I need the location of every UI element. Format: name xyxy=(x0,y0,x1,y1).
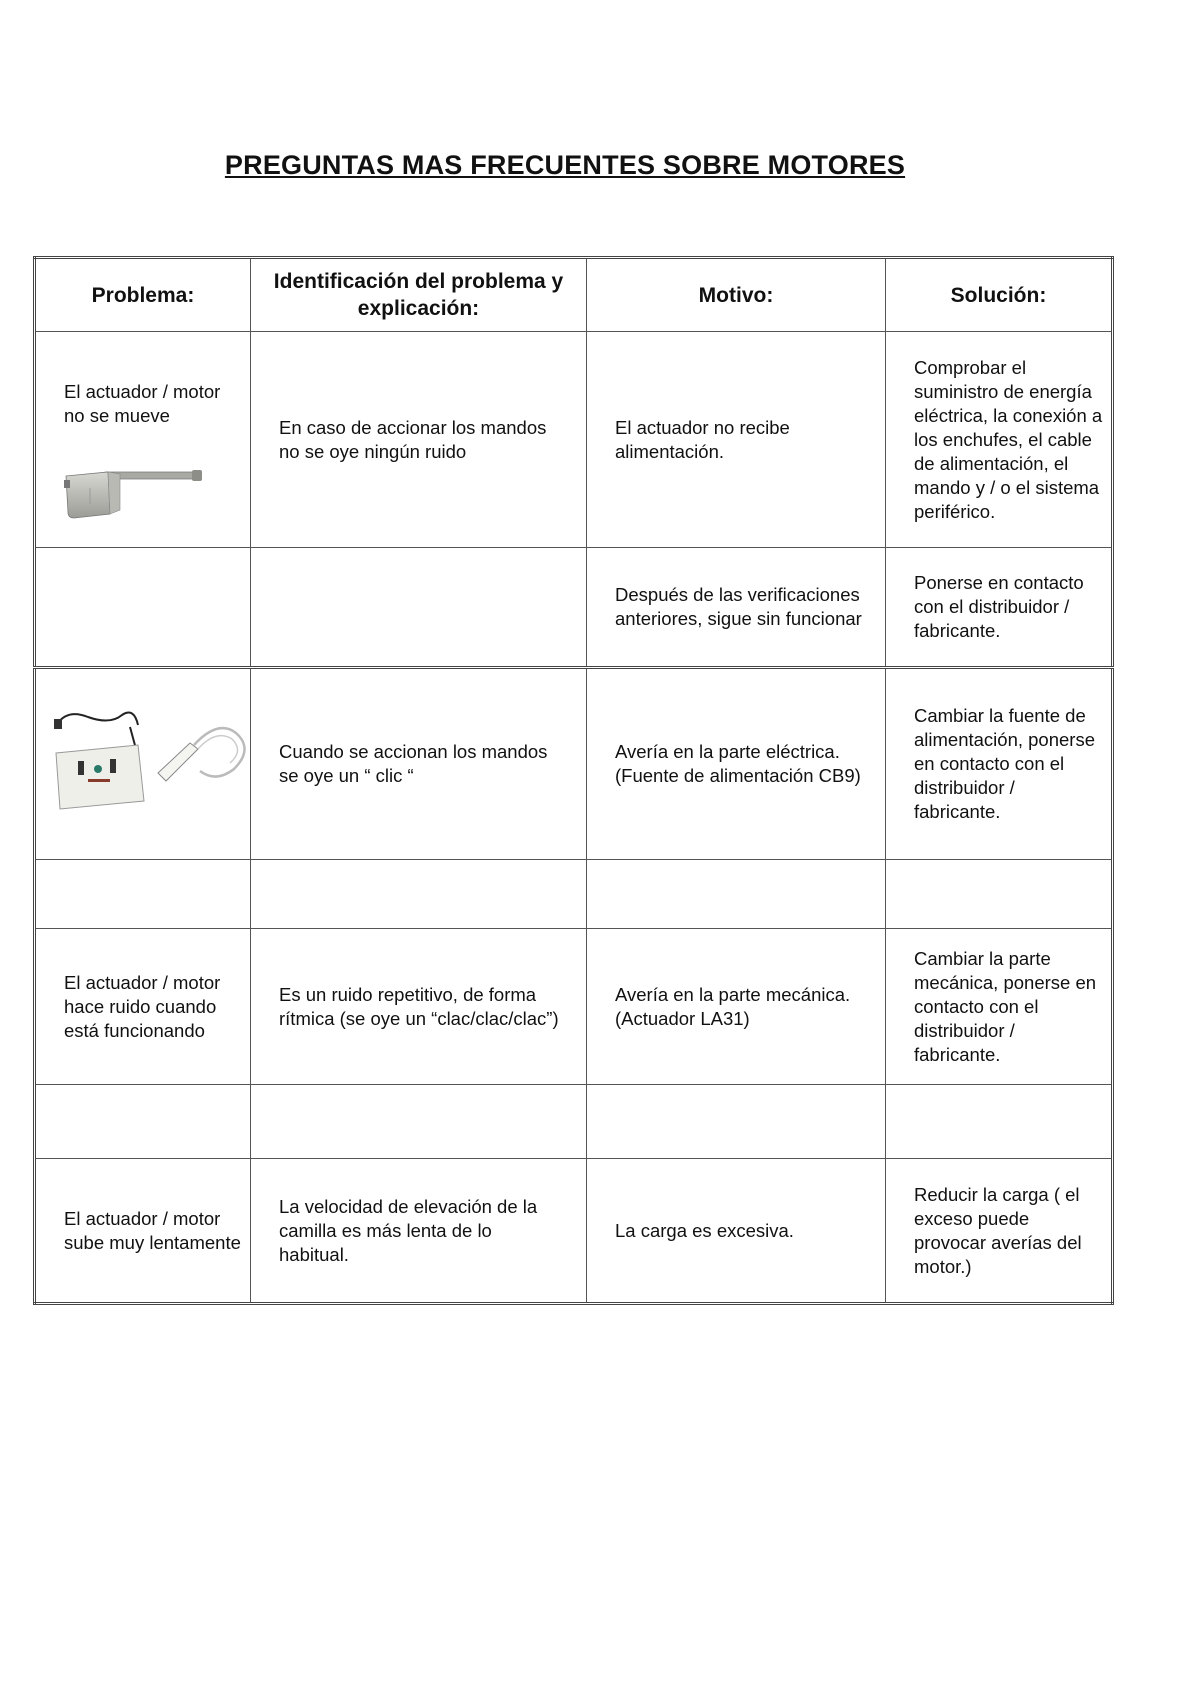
header-motivo: Motivo: xyxy=(587,258,886,332)
identification-cell: Es un ruido repetitivo, de forma rítmica (se oye un “clac/clac/clac”) xyxy=(251,929,587,1085)
identification-cell xyxy=(251,860,587,929)
identification-cell: Cuando se accionan los mandos se oye un “ clic “ xyxy=(251,668,587,860)
faq-table xyxy=(33,256,1114,1305)
table-row xyxy=(35,929,1113,1085)
header-solucion: Solución: xyxy=(886,258,1113,332)
linear-actuator-icon xyxy=(64,462,214,522)
reason-cell xyxy=(587,860,886,929)
table-row xyxy=(35,1159,1113,1304)
table-row xyxy=(35,668,1113,860)
problem-text: El actuador / motor no se mueve xyxy=(64,381,221,426)
solution-cell xyxy=(886,860,1113,929)
reason-cell: Avería en la parte eléctrica. (Fuente de alimentación CB9) xyxy=(587,668,886,860)
page-title: PREGUNTAS MAS FRECUENTES SOBRE MOTORES xyxy=(224,150,906,180)
problem-cell xyxy=(35,548,251,668)
problem-cell xyxy=(35,860,251,929)
header-problema: Problema: xyxy=(35,258,251,332)
header-row xyxy=(35,258,1113,332)
reason-cell: Después de las verificaciones anteriores, sigue sin funcionar xyxy=(587,548,886,668)
reason-cell xyxy=(587,1085,886,1159)
identification-cell: En caso de accionar los mandos no se oye ningún ruido xyxy=(251,332,587,548)
solution-cell: Ponerse en contacto con el distribuidor / fabricante. xyxy=(886,548,1113,668)
problem-cell xyxy=(35,1085,251,1159)
solution-cell: Cambiar la parte mecánica, ponerse en contacto con el distribuidor / fabricante. xyxy=(886,929,1113,1085)
problem-cell xyxy=(35,332,251,548)
identification-cell xyxy=(251,548,587,668)
solution-cell xyxy=(886,1085,1113,1159)
identification-cell xyxy=(251,1085,587,1159)
solution-cell: Comprobar el suministro de energía eléctrica, la conexión a los enchufes, el cable de alimentación, el mando y / o el sistema periférico. xyxy=(886,332,1113,548)
control-box-handset-icon xyxy=(48,709,258,819)
identification-cell: La velocidad de elevación de la camilla es más lenta de lo habitual. xyxy=(251,1159,587,1304)
problem-cell: El actuador / motor hace ruido cuando está funcionando xyxy=(35,929,251,1085)
actuator-image xyxy=(64,462,242,528)
table-row xyxy=(35,332,1113,548)
solution-cell: Reducir la carga ( el exceso puede provocar averías del motor.) xyxy=(886,1159,1113,1304)
problem-cell: El actuador / motor sube muy lentamente xyxy=(35,1159,251,1304)
table-row xyxy=(35,1085,1113,1159)
reason-cell: La carga es excesiva. xyxy=(587,1159,886,1304)
problem-cell xyxy=(35,668,251,860)
reason-cell: El actuador no recibe alimentación. xyxy=(587,332,886,548)
header-identificacion: Identificación del problema y explicación: xyxy=(251,258,587,332)
reason-cell: Avería en la parte mecánica. (Actuador LA31) xyxy=(587,929,886,1085)
table-row xyxy=(35,548,1113,668)
table-row xyxy=(35,860,1113,929)
solution-cell: Cambiar la fuente de alimentación, ponerse en contacto con el distribuidor / fabricante. xyxy=(886,668,1113,860)
